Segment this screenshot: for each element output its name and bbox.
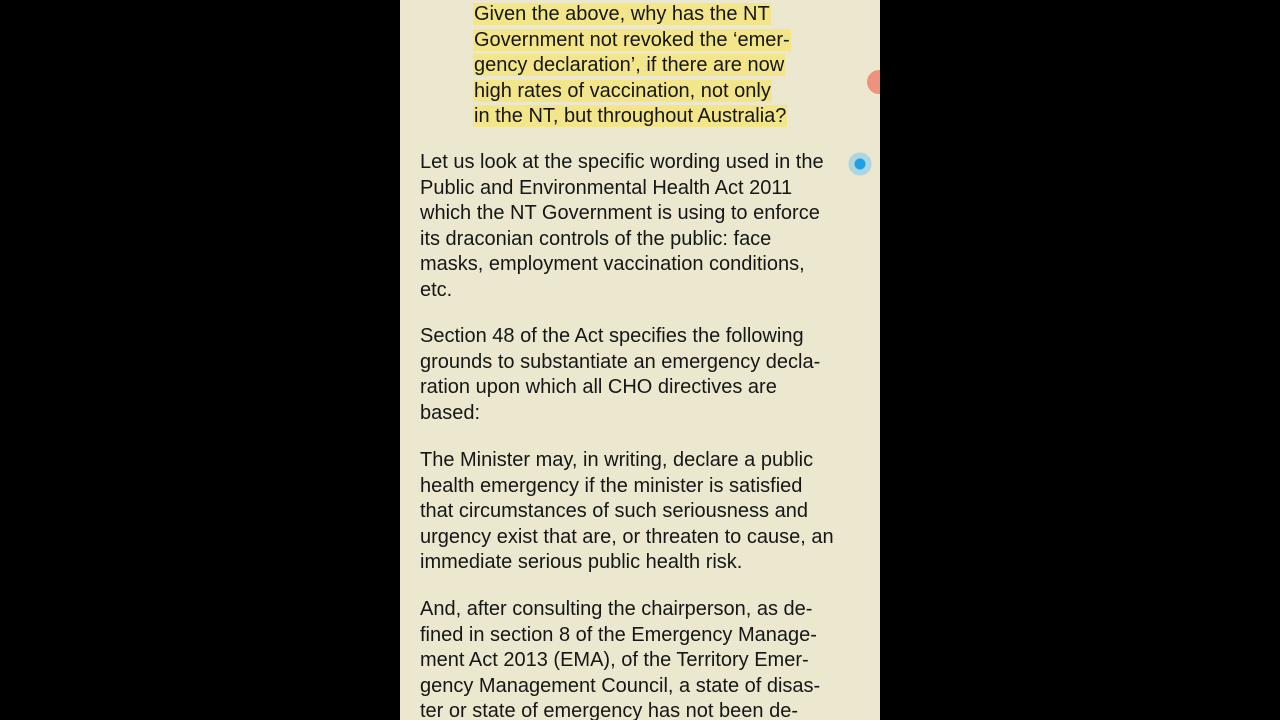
scroll-marker-icon[interactable] xyxy=(867,70,880,94)
paragraph-minister-declaration: The Minister may, in writing, declare a public health emergency if the minister is satisfied that circumstances of such seriousness and urgency exist that are, or threaten to cause, an immediate serious public health risk. xyxy=(420,449,834,573)
highlighted-quote-text: Given the above, why has the NT Government not revoked the ‘emer- gency declaration’, if there are now high rates of vaccination, not only in the NT, but throughout Australia? xyxy=(474,3,790,127)
document-page[interactable] xyxy=(400,0,880,720)
highlighted-quote xyxy=(473,2,791,130)
paragraph-chairperson-consultation: And, after consulting the chairperson, as de- fined in section 8 of the Emergency Manage- ment Act 2013 (EMA), of the Territory Emer- gency Management Council, a state of disas- ter or state of emergency has not been de- xyxy=(420,598,821,720)
paragraph-specific-wording: Let us look at the specific wording used in the Public and Environmental Health Act 2011 which the NT Government is using to enforce its draconian controls of the public: face masks, employment vaccination conditions, etc. xyxy=(420,151,824,301)
paragraph-section-48: Section 48 of the Act specifies the following grounds to substantiate an emergency decla- ration upon which all CHO directives are based: xyxy=(420,325,821,424)
touch-point-icon xyxy=(848,152,872,176)
